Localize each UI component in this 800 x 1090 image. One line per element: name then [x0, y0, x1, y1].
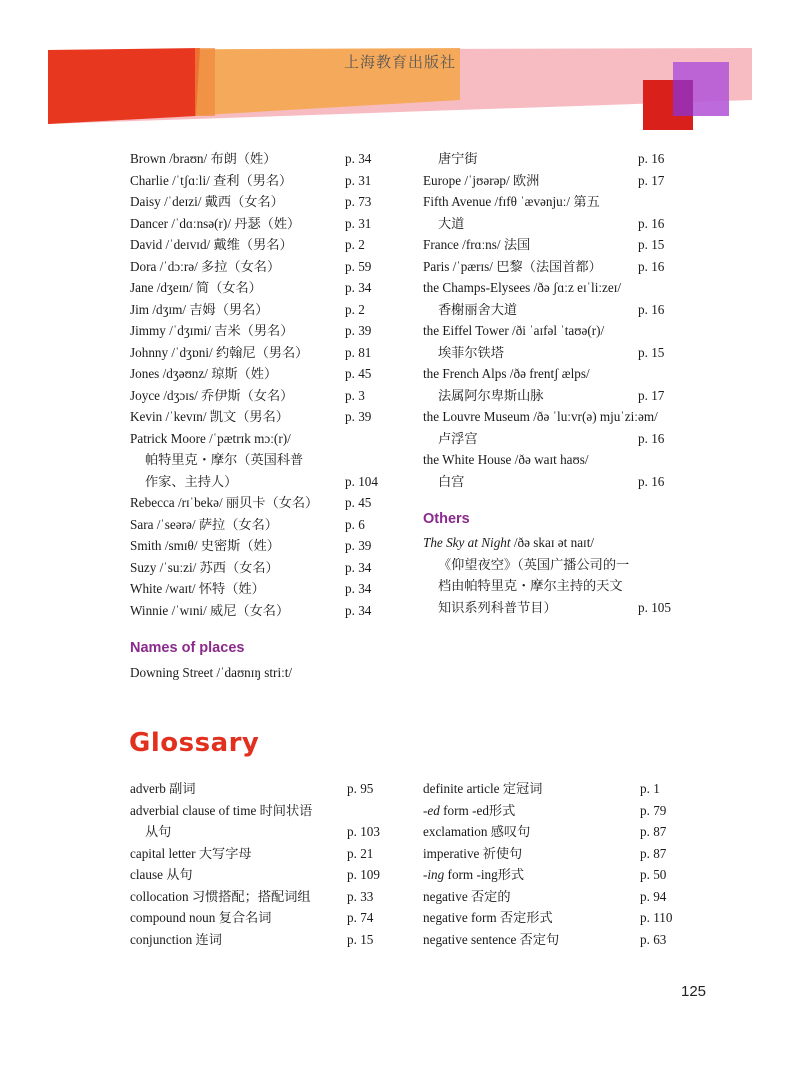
- entry-text: the French Alps /ðə frentʃ ælps/: [423, 366, 590, 381]
- entry-page: p. 110: [640, 910, 673, 925]
- entry-text: The Sky at Night /ðə skaɪ ət naɪt/: [423, 535, 595, 550]
- entry-page: p. 16: [638, 258, 665, 274]
- entry-page: p. 79: [640, 802, 667, 818]
- index-entry: [423, 843, 683, 865]
- entry-page: p. 34: [345, 602, 372, 618]
- index-entry: [423, 907, 683, 929]
- entry-text: Downing Street /ˈdaʊnɪŋ striːt/: [130, 665, 293, 680]
- entry-text: definite article 定冠词: [423, 781, 543, 796]
- entry-page: p. 59: [345, 258, 372, 274]
- entry-text: the Eiffel Tower /ði ˈaɪfəl ˈtaʊə(r)/: [423, 323, 605, 338]
- entry-text: Dancer /ˈdɑːnsə(r)/ 丹瑟（姓）: [130, 215, 301, 231]
- entry-text: Sara /ˈseərə/ 萨拉（女名）: [130, 516, 278, 532]
- entry-page: p. 34: [345, 581, 372, 596]
- index-entry: [130, 299, 390, 321]
- entry-page: p. 33: [347, 888, 374, 904]
- index-entry: [423, 554, 683, 576]
- entry-text: Jane /dʒeɪn/ 简（女名）: [130, 280, 262, 295]
- entry-text: -ed form -ed形式: [423, 802, 516, 818]
- entry-text: compound noun 复合名词: [130, 910, 272, 925]
- index-entry: [423, 406, 683, 428]
- entry-page: p. 103: [347, 824, 380, 839]
- entry-page: p. 63: [640, 931, 667, 947]
- index-entry: [130, 557, 390, 579]
- overlap-square: [673, 80, 693, 116]
- index-entry: [423, 929, 683, 951]
- entry-text: Suzy /ˈsuːzi/ 苏西（女名）: [130, 559, 279, 575]
- index-entry: [130, 471, 390, 493]
- entry-text: Kevin /ˈkevɪn/ 凯文（男名）: [130, 409, 289, 424]
- index-entry: [423, 191, 683, 213]
- entry-text: Charlie /ˈtʃɑːli/ 查利（男名）: [130, 172, 293, 188]
- index-entry: [130, 864, 390, 886]
- index-entry: [130, 578, 390, 600]
- index-entry: [130, 492, 390, 514]
- index-entry: [130, 886, 390, 908]
- entry-page: p. 109: [347, 867, 380, 882]
- entry-text: 帕特里克・摩尔（英国科普: [145, 452, 304, 467]
- entry-page: p. 74: [347, 910, 374, 925]
- index-entry: [130, 213, 390, 235]
- entry-page: p. 39: [345, 323, 372, 338]
- index-entry: [423, 385, 683, 407]
- index-entry: [130, 191, 390, 213]
- entry-text: 香榭丽舍大道: [438, 301, 518, 317]
- index-entry: [130, 428, 390, 450]
- entry-text: Paris /ˈpærɪs/ 巴黎（法国首都）: [423, 258, 602, 274]
- index-entry: [423, 342, 683, 364]
- entry-text: 《仰望夜空》（英国广播公司的一: [438, 556, 630, 572]
- index-entry: [423, 821, 683, 843]
- entry-page: p. 45: [345, 366, 372, 381]
- places-list-right: [423, 148, 683, 492]
- entry-page: p. 16: [638, 301, 665, 317]
- people-names-list: [130, 148, 390, 621]
- index-entry: [423, 256, 683, 278]
- index-entry: [423, 778, 683, 800]
- entry-text: White /waɪt/ 怀特（姓）: [130, 581, 265, 596]
- index-entry: [130, 234, 390, 256]
- entry-page: p. 39: [345, 409, 372, 424]
- entry-page: p. 73: [345, 194, 372, 209]
- index-entry: [423, 148, 683, 170]
- entry-text: Winnie /ˈwɪni/ 威尼（女名）: [130, 602, 290, 618]
- entry-page: p. 1: [640, 781, 660, 796]
- entry-text: 知识系列科普节目）: [438, 599, 557, 615]
- index-entry: [130, 535, 390, 557]
- entry-text: Fifth Avenue /fɪfθ ˈævənjuː/ 第五: [423, 194, 600, 209]
- entry-page: p. 17: [638, 172, 665, 188]
- entry-page: p. 21: [347, 845, 374, 861]
- entry-text: capital letter 大写字母: [130, 845, 252, 861]
- entry-text: clause 从句: [130, 867, 193, 882]
- index-entry: [423, 428, 683, 450]
- entry-page: p. 34: [345, 559, 372, 575]
- index-entry: [423, 532, 683, 554]
- entry-page: p. 87: [640, 824, 667, 839]
- entry-page: p. 3: [345, 387, 365, 403]
- entry-text: conjunction 连词: [130, 931, 222, 947]
- entry-text: Rebecca /rɪˈbekə/ 丽贝卡（女名）: [130, 495, 319, 510]
- entry-text: Smith /smɪθ/ 史密斯（姓）: [130, 538, 280, 553]
- index-entry: [423, 234, 683, 256]
- entry-text: 法属阿尔卑斯山脉: [438, 387, 544, 403]
- entry-text: Jones /dʒəʊnz/ 琼斯（姓）: [130, 366, 278, 381]
- index-entry: [130, 320, 390, 342]
- glossary-list-left: [130, 778, 390, 950]
- index-entry: [130, 843, 390, 865]
- index-entry: [130, 600, 390, 622]
- entry-text: imperative 祈使句: [423, 845, 523, 861]
- glossary-list-right: [423, 778, 683, 950]
- index-entry: [423, 277, 683, 299]
- publisher-name: 上海教育出版社: [343, 55, 456, 71]
- index-entry: [130, 277, 390, 299]
- entry-text: -ing form -ing形式: [423, 867, 525, 882]
- entry-page: p. 39: [345, 538, 372, 553]
- index-entry: [130, 514, 390, 536]
- entry-page: p. 2: [345, 301, 365, 317]
- entry-text: Joyce /dʒɔɪs/ 乔伊斯（女名）: [130, 387, 294, 403]
- index-entry: [423, 320, 683, 342]
- index-entry: [423, 864, 683, 886]
- index-entry: [423, 449, 683, 471]
- entry-text: exclamation 感叹句: [423, 824, 531, 839]
- entry-text: Dora /ˈdɔːrə/ 多拉（女名）: [130, 258, 281, 274]
- entry-text: the Champs-Elysees /ðə ʃɑːz eɪˈliːzeɪ/: [423, 280, 622, 295]
- entry-text: 作家、主持人）: [145, 473, 238, 489]
- entry-page: p. 95: [347, 781, 374, 796]
- entry-page: p. 34: [345, 280, 372, 295]
- entry-page: p. 45: [345, 495, 372, 510]
- index-entry: [130, 449, 390, 471]
- index-entry: [423, 800, 683, 822]
- index-entry: [130, 929, 390, 951]
- entry-text: Europe /ˈjʊərəp/ 欧洲: [423, 172, 540, 188]
- index-entry: [130, 406, 390, 428]
- index-entry: [423, 471, 683, 493]
- entry-text: 档由帕特里克・摩尔主持的天文: [438, 578, 623, 593]
- index-entry: [423, 597, 683, 619]
- entry-text: collocation 习惯搭配；搭配词组: [130, 888, 311, 904]
- entry-text: 从句: [145, 824, 172, 839]
- entry-page: p. 31: [345, 215, 372, 231]
- entry-text: Daisy /ˈdeɪzi/ 戴西（女名）: [130, 194, 284, 209]
- index-entry: [130, 907, 390, 929]
- entry-text: 埃菲尔铁塔: [438, 344, 504, 360]
- entry-page: p. 15: [638, 237, 665, 252]
- entry-text: adverbial clause of time 时间状语: [130, 802, 313, 818]
- index-entry: [423, 363, 683, 385]
- entry-text: David /ˈdeɪvɪd/ 戴维（男名）: [130, 237, 293, 252]
- index-entry: [130, 148, 390, 170]
- entry-text: negative 否定的: [423, 888, 511, 904]
- entry-text: negative form 否定形式: [423, 910, 553, 925]
- entry-text: France /frɑːns/ 法国: [423, 237, 531, 252]
- entry-page: p. 16: [638, 215, 665, 231]
- entry-page: p. 15: [347, 931, 374, 947]
- entry-text: Patrick Moore /ˈpætrɪk mɔː(r)/: [130, 430, 291, 446]
- glossary-heading: Glossary: [129, 728, 260, 758]
- others-heading: Others: [423, 511, 470, 527]
- others-list: [423, 532, 683, 618]
- entry-text: 唐宁街: [438, 151, 478, 166]
- index-entry: [423, 886, 683, 908]
- entry-text: Jim /dʒɪm/ 吉姆（男名）: [130, 301, 269, 317]
- entry-page: p. 15: [638, 344, 665, 360]
- entry-page: p. 6: [345, 516, 365, 532]
- entry-text: Brown /braʊn/ 布朗（姓）: [130, 151, 277, 166]
- entry-text: 大道: [438, 215, 465, 231]
- entry-page: p. 105: [638, 599, 671, 615]
- index-entry: [130, 821, 390, 843]
- entry-text: the Louvre Museum /ðə ˈluːvr(ə) mjuˈziːəm/: [423, 409, 658, 424]
- entry-text: negative sentence 否定句: [423, 931, 560, 947]
- entry-page: p. 50: [640, 867, 667, 882]
- entry-text: Jimmy /ˈdʒɪmi/ 吉米（男名）: [130, 323, 294, 338]
- index-entry: [130, 256, 390, 278]
- page-number: 125: [681, 983, 707, 1000]
- index-entry: [423, 213, 683, 235]
- entry-page: p. 94: [640, 888, 667, 904]
- entry-page: p. 16: [638, 430, 665, 446]
- index-entry: [423, 575, 683, 597]
- entry-page: p. 16: [638, 473, 665, 489]
- index-entry: [423, 170, 683, 192]
- index-entry: [130, 778, 390, 800]
- entry-page: p. 87: [640, 845, 667, 861]
- index-entry: [130, 662, 390, 684]
- entry-page: p. 81: [345, 344, 372, 360]
- entry-page: p. 16: [638, 151, 665, 166]
- entry-page: p. 2: [345, 237, 365, 252]
- index-entry: [423, 299, 683, 321]
- entry-text: adverb 副词: [130, 781, 196, 796]
- entry-page: p. 31: [345, 172, 372, 188]
- entry-text: the White House /ðə waɪt haʊs/: [423, 452, 589, 467]
- entry-text: Johnny /ˈdʒɒni/ 约翰尼（男名）: [130, 344, 309, 360]
- entry-text: 卢浮宫: [438, 430, 478, 446]
- index-entry: [130, 385, 390, 407]
- entry-page: p. 104: [345, 473, 378, 489]
- index-entry: [130, 800, 390, 822]
- places-list-left: [130, 662, 390, 684]
- entry-page: p. 17: [638, 387, 665, 403]
- index-entry: [130, 170, 390, 192]
- places-heading: Names of places: [130, 640, 245, 656]
- entry-text: 白宫: [438, 473, 465, 489]
- index-entry: [130, 342, 390, 364]
- index-entry: [130, 363, 390, 385]
- entry-page: p. 34: [345, 151, 372, 166]
